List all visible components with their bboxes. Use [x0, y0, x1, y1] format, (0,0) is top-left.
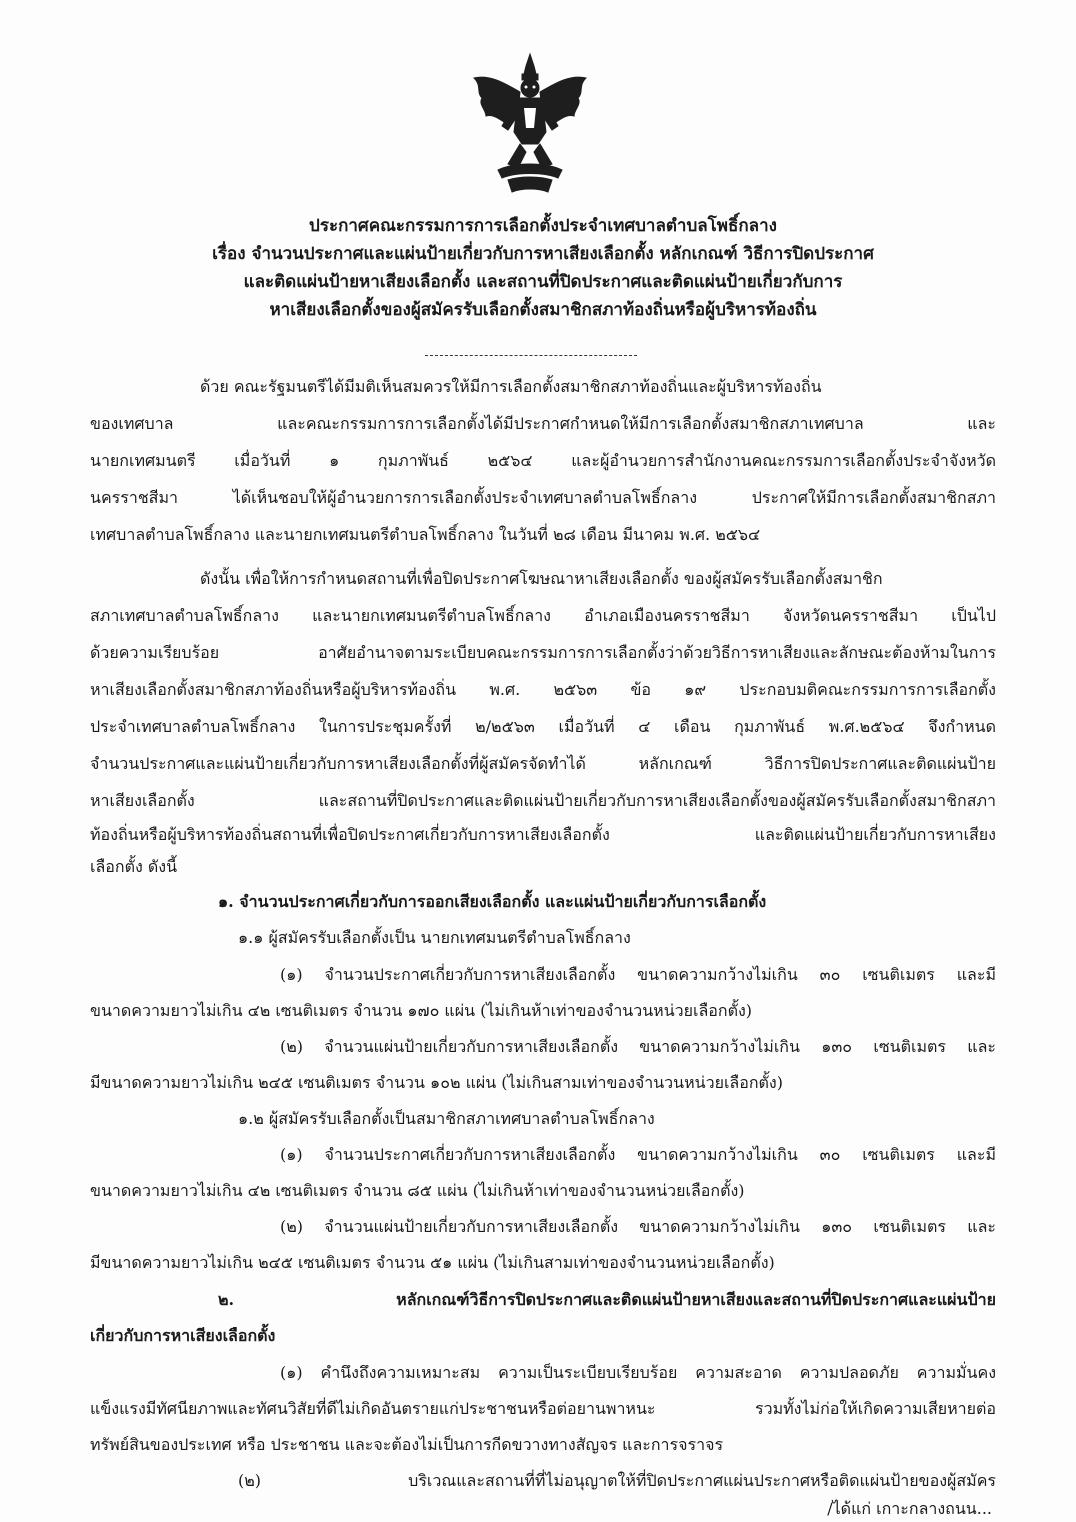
section2-item1-cont: ทรัพย์สินของประเทศ หรือ ประชาชน และจะต้องไม่เป็นการกีดขวางทางสัญจร และการจราจร: [90, 1435, 724, 1454]
header-title: ประกาศคณะกรรมการการเลือกตั้งประจำเทศบาลตำบลโพธิ์กลาง: [309, 216, 777, 236]
intro-line: เทศบาลตำบลโพธิ์กลาง และนายกเทศมนตรีตำบลโพธิ์กลาง ในวันที่ ๒๘ เดือน มีนาคม พ.ศ. ๒๕๖๔: [90, 525, 761, 544]
therefore-line: จำนวนประกาศและแผ่นป้ายเกี่ยวกับการหาเสียงเลือกตั้งที่ผู้สมัครจัดทำได้ หลักเกณฑ์ วิธีการปิดประกาศและติดแผ่นป้าย: [90, 754, 996, 773]
section2-item1-cont: แข็งแรงมีทัศนียภาพและทัศนวิสัยที่ดีไม่เกิดอันตรายแก่ประชาชนหรือต่อยานพาหนะ รวมทั้งไม่ก่อให้เกิดความเสียหายต่อ: [90, 1399, 996, 1418]
intro-line: นายกเทศมนตรี เมื่อวันที่ ๑ กุมภาพันธ์ ๒๕๖๔ และผู้อำนวยการสำนักงานคณะกรรมการเลือกตั้งประจำจังหวัด: [90, 451, 996, 470]
therefore-line: เลือกตั้ง ดังนี้: [90, 857, 177, 876]
section2-item1: (๑) คำนึงถึงความเหมาะสม ความเป็นระเบียบเรียบร้อย ความสะอาด ความปลอดภัย ความมั่นคง: [280, 1363, 996, 1382]
therefore-line: หาเสียงเลือกตั้งสมาชิกสภาท้องถิ่นหรือผู้บริหารท้องถิ่น พ.ศ. ๒๕๖๓ ข้อ ๑๙ ประกอบมติคณะกรรมการการเลือกตั้ง: [90, 680, 996, 699]
garuda-emblem: [468, 52, 592, 200]
intro-line: ด้วย คณะรัฐมนตรีได้มีมติเห็นสมควรให้มีการเลือกตั้งสมาชิกสภาท้องถิ่นและผู้บริหารท้องถิ่น: [200, 377, 822, 396]
therefore-line: หาเสียงเลือกตั้ง และสถานที่ปิดประกาศและติดแผ่นป้ายเกี่ยวกับการหาเสียงเลือกตั้งของผู้สมัครรับเลือกตั้งสมาชิกสภา: [90, 791, 996, 810]
therefore-line: ดังนั้น เพื่อให้การกำหนดสถานที่เพื่อปิดประกาศโฆษณาหาเสียงเลือกตั้ง ของผู้สมัครรับเลือกตั้งสมาชิก: [200, 569, 883, 588]
section1-2-item1-cont: ขนาดความยาวไม่เกิน ๔๒ เซนติเมตร จำนวน ๘๕ แผ่น (ไม่เกินห้าเท่าของจำนวนหน่วยเลือกตั้ง): [90, 1181, 745, 1200]
section1-1-item2: (๒) จำนวนแผ่นป้ายเกี่ยวกับการหาเสียงเลือกตั้ง ขนาดความกว้างไม่เกิน ๑๓๐ เซนติเมตร และ: [280, 1037, 996, 1056]
section1-1-title: ๑.๑ ผู้สมัครรับเลือกตั้งเป็น นายกเทศมนตรีตำบลโพธิ์กลาง: [238, 928, 631, 947]
section2-item2: (๒) บริเวณและสถานที่ที่ไม่อนุญาตให้ที่ปิดประกาศแผ่นประกาศหรือติดแผ่นป้ายของผู้สมัคร: [238, 1471, 996, 1490]
therefore-line: สภาเทศบาลตำบลโพธิ์กลาง และนายกเทศมนตรีตำบลโพธิ์กลาง อำเภอเมืองนครราชสีมา จังหวัดนครราชสีมา เป็นไป: [90, 606, 996, 625]
therefore-line: ท้องถิ่นหรือผู้บริหารท้องถิ่นสถานที่เพื่อปิดประกาศเกี่ยวกับการหาเสียงเลือกตั้ง และติดแผ่นป้ายเกี่ยวกับการหาเสียง: [90, 825, 996, 844]
intro-line: นครราชสีมา ได้เห็นชอบให้ผู้อำนวยการการเลือกตั้งประจำเทศบาลตำบลโพธิ์กลาง ประกาศให้มีการเลือกตั้งสมาชิกสภา: [90, 488, 996, 507]
intro-line: ของเทศบาล และคณะกรรมการการเลือกตั้งได้มีประกาศกำหนดให้มีการเลือกตั้งสมาชิกสภาเทศบาล และ: [90, 414, 996, 433]
section1-2-item2-cont: มีขนาดความยาวไม่เกิน ๒๔๕ เซนติเมตร จำนวน ๕๑ แผ่น (ไม่เกินสามเท่าของจำนวนหน่วยเลือกตั้ง): [90, 1253, 775, 1272]
section2-title-cont: เกี่ยวกับการหาเสียงเลือกตั้ง: [90, 1326, 276, 1345]
announcement-header: [90, 212, 996, 324]
section1-2-item2: (๒) จำนวนแผ่นป้ายเกี่ยวกับการหาเสียงเลือกตั้ง ขนาดความกว้างไม่เกิน ๑๓๐ เซนติเมตร และ: [280, 1217, 996, 1236]
section1-1-item1-cont: ขนาดความยาวไม่เกิน ๔๒ เซนติเมตร จำนวน ๑๗๐ แผ่น (ไม่เกินห้าเท่าของจำนวนหน่วยเลือกตั้ง): [90, 1001, 753, 1020]
section1-1-item2-cont: มีขนาดความยาวไม่เกิน ๒๔๕ เซนติเมตร จำนวน ๑๐๒ แผ่น (ไม่เกินสามเท่าของจำนวนหน่วยเลือกตั้ง): [90, 1073, 783, 1092]
header-subject-line2: และติดแผ่นป้ายหาเสียงเลือกตั้ง และสถานที่ปิดประกาศและติดแผ่นป้ายเกี่ยวกับการ: [243, 272, 843, 292]
header-subject-line3: หาเสียงเลือกตั้งของผู้สมัครรับเลือกตั้งสมาชิกสภาท้องถิ่นหรือผู้บริหารท้องถิ่น: [269, 300, 817, 320]
therefore-line: ด้วยความเรียบร้อย อาศัยอำนาจตามระเบียบคณะกรรมการการเลือกตั้งว่าด้วยวิธีการหาเสียงและลักษณะต้องห้ามในการ: [90, 643, 996, 662]
section2-title: ๒. หลักเกณฑ์วิธีการปิดประกาศและติดแผ่นป้ายหาเสียงและสถานที่ปิดประกาศและแผ่นป้าย: [218, 1290, 996, 1309]
section1-2-title: ๑.๒ ผู้สมัครรับเลือกตั้งเป็นสมาชิกสภาเทศบาลตำบลโพธิ์กลาง: [238, 1109, 655, 1128]
section1-title: ๑. จำนวนประกาศเกี่ยวกับการออกเสียงเลือกตั้ง และแผ่นป้ายเกี่ยวกับการเลือกตั้ง: [218, 892, 767, 911]
section1-2-item1: (๑) จำนวนประกาศเกี่ยวกับการหาเสียงเลือกตั้ง ขนาดความกว้างไม่เกิน ๓๐ เซนติเมตร และมี: [280, 1145, 996, 1164]
section1-1-item1: (๑) จำนวนประกาศเกี่ยวกับการหาเสียงเลือกตั้ง ขนาดความกว้างไม่เกิน ๓๐ เซนติเมตร และมี: [280, 965, 996, 984]
therefore-line: ประจำเทศบาลตำบลโพธิ์กลาง ในการประชุมครั้งที่ ๒/๒๕๖๓ เมื่อวันที่ ๔ เดือน กุมภาพันธ์ พ.ศ.๒๕๖๔ จึงกำหนด: [90, 717, 996, 736]
header-subject-line1: เรื่อง จำนวนประกาศและแผ่นป้ายเกี่ยวกับการหาเสียงเลือกตั้ง หลักเกณฑ์ วิธีการปิดประกาศ: [212, 244, 874, 264]
header-divider: [425, 355, 637, 356]
continued-note: /ได้แก่ เกาะกลางถนน...: [827, 1499, 992, 1518]
